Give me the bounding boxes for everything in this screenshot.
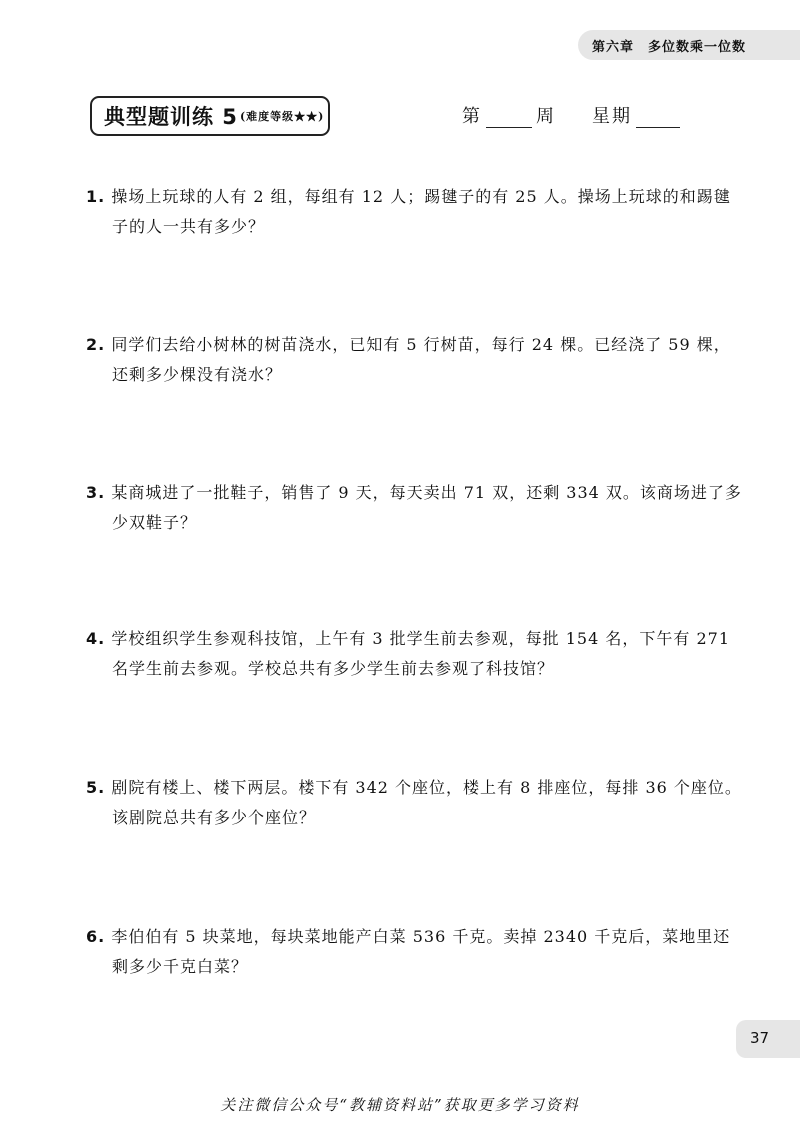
- question-2: [86, 330, 731, 390]
- question-number: 2.: [86, 335, 106, 354]
- question-text: 剧院有楼上、楼下两层。楼下有 342 个座位，楼上有 8 排座位，每排 36 个座位。: [111, 778, 742, 797]
- question-1: [86, 182, 731, 242]
- question-text: 学校组织学生参观科技馆，上午有 3 批学生前去参观，每批 154 名，下午有 271: [111, 629, 731, 648]
- week-day-line: [462, 102, 680, 128]
- question-4: [86, 624, 731, 684]
- question-number: 4.: [86, 629, 106, 648]
- question-number: 6.: [86, 927, 106, 946]
- question-3: [86, 478, 742, 538]
- weekday-label: 星期: [592, 106, 632, 127]
- chapter-header-tab: [578, 30, 800, 60]
- question-text-cont: 子的人一共有多少？: [112, 217, 266, 236]
- question-text: 同学们去给小树林的树苗浇水，已知有 5 行树苗，每行 24 棵。已经浇了 59 棵，: [111, 335, 731, 354]
- section-title-box: [90, 96, 330, 136]
- question-5: [86, 773, 742, 833]
- question-text-cont: 名学生前去参观。学校总共有多少学生前去参观了科技馆？: [112, 659, 555, 678]
- question-text-cont: 该剧院总共有多少个座位？: [112, 808, 317, 827]
- question-text: 某商城进了一批鞋子，销售了 9 天，每天卖出 71 双，还剩 334 双。该商场进了多: [111, 483, 742, 502]
- question-6: [86, 922, 731, 982]
- question-text-cont: 还剩多少棵没有浇水？: [112, 365, 283, 384]
- page-number-tab: [736, 1020, 800, 1058]
- week-blank: [486, 108, 532, 128]
- difficulty-label: (难度等级★★): [239, 110, 325, 123]
- question-number: 3.: [86, 483, 106, 502]
- question-text-cont: 剩多少千克白菜？: [112, 957, 249, 976]
- week-prefix: 第: [462, 106, 482, 127]
- question-number: 5.: [86, 778, 106, 797]
- weekday-blank: [636, 108, 680, 128]
- week-suffix: 周: [536, 106, 556, 127]
- question-text: 李伯伯有 5 块菜地，每块菜地能产白菜 536 千克。卖掉 2340 千克后，菜地里还: [111, 927, 731, 946]
- question-number: 1.: [86, 187, 106, 206]
- question-text: 操场上玩球的人有 2 组，每组有 12 人；踢毽子的有 25 人。操场上玩球的和踢毽: [111, 187, 731, 206]
- section-title: 典型题训练 5: [104, 105, 238, 129]
- footer-note: 关注微信公众号“教辅资料站”获取更多学习资料: [220, 1096, 580, 1114]
- chapter-title: 第六章 多位数乘一位数: [592, 40, 747, 55]
- question-text-cont: 少双鞋子？: [112, 513, 198, 532]
- page-number: 37: [750, 1029, 770, 1047]
